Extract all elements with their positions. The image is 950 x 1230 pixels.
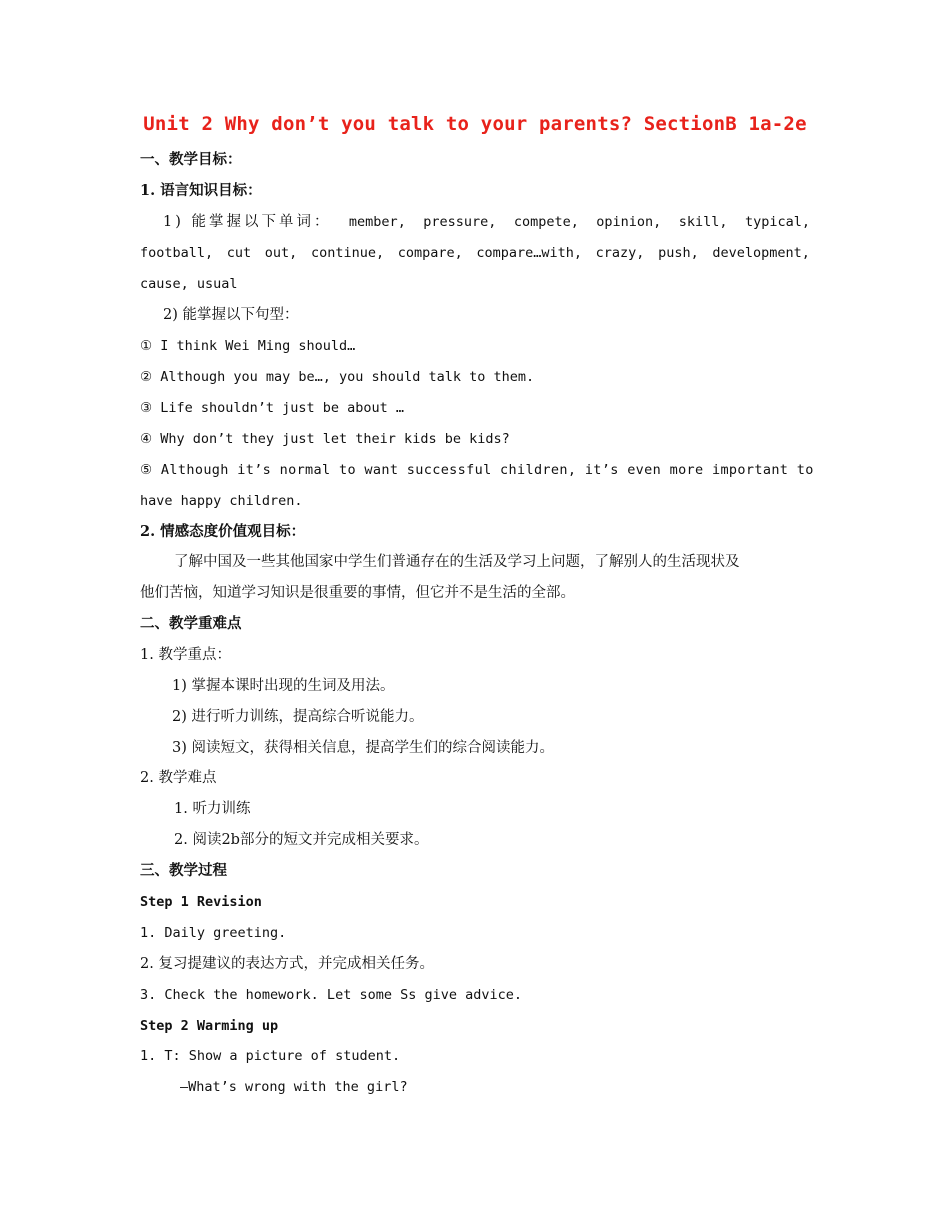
vocab-word: compare, xyxy=(397,245,463,261)
page-title: Unit 2 Why don’t you talk to your parents? SectionB 1a-2e xyxy=(143,113,807,135)
vocab-word: pressure, xyxy=(423,214,497,230)
vocab-line-3: cause, usual xyxy=(140,276,238,292)
sentence-item: ③ Life shouldn’t just be about … xyxy=(140,400,405,416)
vocab-word: compete, xyxy=(513,214,579,230)
section-heading-objectives: 一、教学目标： xyxy=(140,151,242,168)
vocab-word: member, xyxy=(348,214,406,230)
section-heading-key-points: 二、教学重难点 xyxy=(140,615,242,632)
step-1-item: 2. 复习提建议的表达方式，并完成相关任务。 xyxy=(140,956,434,972)
step-2-dialogue-line: —What’s wrong with the girl? xyxy=(180,1079,408,1095)
vocab-line-1 xyxy=(163,212,810,232)
sentence-item: ① I think Wei Ming should… xyxy=(140,338,356,354)
key-point-item: 1) 掌握本课时出现的生词及用法。 xyxy=(172,678,395,694)
sentence-item: ④ Why don’t they just let their kids be kids? xyxy=(140,431,510,447)
subheading-language-objectives: 1. 语言知识目标： xyxy=(140,182,262,199)
step-1-heading: Step 1 Revision xyxy=(140,894,262,910)
sentences-label: 2) 能掌握以下句型： xyxy=(163,307,299,323)
subheading-attitude-objectives: 2. 情感态度价值观目标： xyxy=(140,523,306,540)
vocab-word: skill, xyxy=(678,214,728,230)
vocab-word: typical, xyxy=(744,214,810,230)
vocab-word: compare…with, xyxy=(476,245,583,261)
section-heading-procedure: 三、教学过程 xyxy=(140,862,227,879)
vocab-line-2 xyxy=(140,243,810,263)
attitude-paragraph-line: 他们苦恼，知道学习知识是很重要的事情，但它并不是生活的全部。 xyxy=(140,585,575,601)
difficult-point-item: 1. 听力训练 xyxy=(174,801,251,817)
vocab-word: push, xyxy=(658,245,699,261)
attitude-paragraph-line: 了解中国及一些其他国家中学生们普通存在的生活及学习上问题，了解别人的生活现状及 xyxy=(174,554,740,570)
difficult-points-label: 2. 教学难点 xyxy=(140,770,217,786)
step-2-item: 1. T: Show a picture of student. xyxy=(140,1048,401,1064)
key-points-label: 1. 教学重点： xyxy=(140,647,231,663)
difficult-point-item: 2. 阅读2b部分的短文并完成相关要求。 xyxy=(174,832,429,848)
vocab-word: continue, xyxy=(310,245,385,261)
vocab-word: football, xyxy=(140,245,214,261)
sentence-item: ⑤ Although it’s normal to want successful children, it’s even more important to xyxy=(140,462,814,478)
vocab-word: crazy, xyxy=(595,245,645,261)
vocab-word: development, xyxy=(712,245,810,261)
vocab-label: 1) 能掌握以下单词： xyxy=(163,214,332,230)
step-1-item: 1. Daily greeting. xyxy=(140,925,287,941)
step-2-heading: Step 2 Warming up xyxy=(140,1018,279,1034)
key-point-item: 2) 进行听力训练，提高综合听说能力。 xyxy=(172,709,424,725)
sentence-item-continued: have happy children. xyxy=(140,493,303,509)
vocab-word: opinion, xyxy=(596,214,662,230)
vocab-word: cut xyxy=(226,245,252,261)
vocab-word: out, xyxy=(264,245,298,261)
sentence-item: ② Although you may be…, you should talk to them. xyxy=(140,369,535,385)
step-1-item: 3. Check the homework. Let some Ss give advice. xyxy=(140,987,523,1003)
key-point-item: 3) 阅读短文，获得相关信息，提高学生们的综合阅读能力。 xyxy=(172,740,554,756)
